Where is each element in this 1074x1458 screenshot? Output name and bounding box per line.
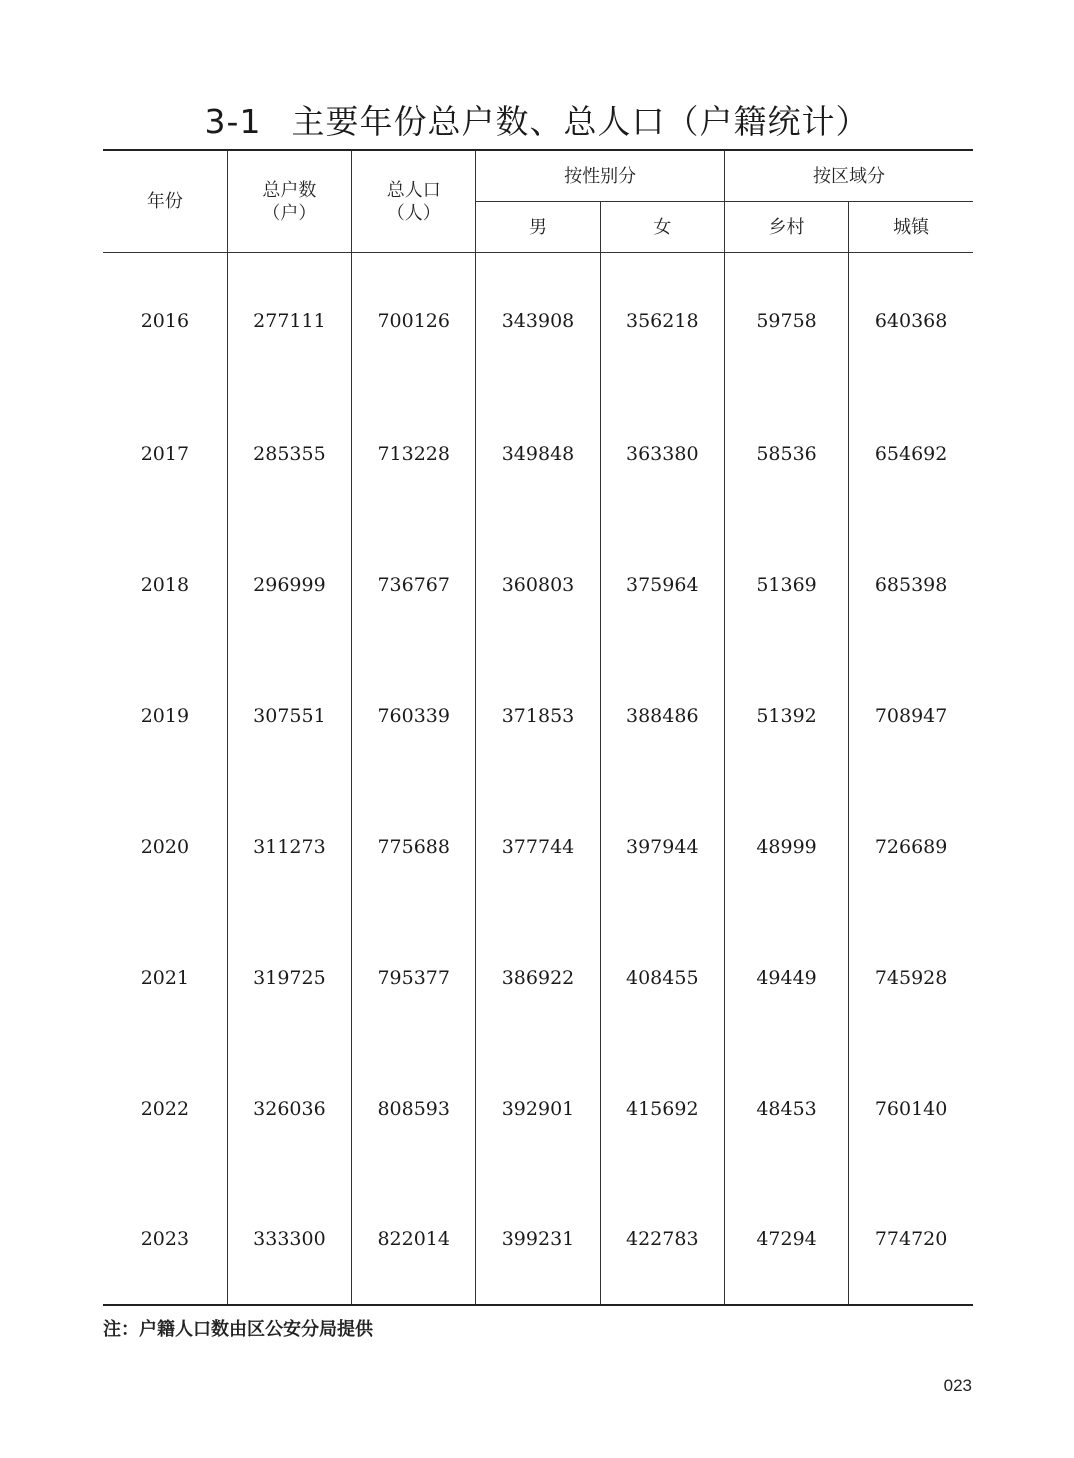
cell-year: 2019 [140, 704, 190, 727]
table-title-text: 主要年份总户数、总人口（户籍统计） [291, 102, 870, 141]
header-male: 男 [476, 202, 600, 253]
cell-rural: 51369 [724, 519, 848, 650]
cell-year: 2017 [140, 442, 190, 465]
cell-urban: 685398 [849, 519, 973, 650]
cell-households: 296999 [227, 519, 351, 650]
cell-population: 808593 [352, 1043, 476, 1174]
cell-female: 388486 [600, 650, 724, 781]
cell-female: 422783 [600, 1174, 724, 1305]
header-population-label: 总人口 [386, 179, 441, 201]
cell-population: 713228 [352, 388, 476, 519]
cell-year: 2021 [140, 966, 190, 989]
cell-urban: 654692 [849, 388, 973, 519]
cell-rural: 47294 [724, 1174, 848, 1305]
population-table [103, 149, 973, 1306]
cell-rural: 59758 [724, 253, 848, 389]
cell-population: 700126 [352, 253, 476, 389]
table-row [103, 1174, 973, 1305]
cell-households: 319725 [227, 912, 351, 1043]
cell-population: 736767 [352, 519, 476, 650]
cell-male: 399231 [476, 1174, 600, 1305]
header-year: 年份 [146, 191, 183, 212]
cell-urban: 745928 [849, 912, 973, 1043]
cell-population: 795377 [352, 912, 476, 1043]
cell-male: 360803 [476, 519, 600, 650]
cell-rural: 51392 [724, 650, 848, 781]
cell-households: 333300 [227, 1174, 351, 1305]
cell-female: 363380 [600, 388, 724, 519]
cell-urban: 774720 [849, 1174, 973, 1305]
table-row [103, 650, 973, 781]
cell-male: 386922 [476, 912, 600, 1043]
cell-year: 2020 [140, 835, 190, 858]
table-row [103, 519, 973, 650]
cell-rural: 48453 [724, 1043, 848, 1174]
cell-population: 822014 [352, 1174, 476, 1305]
cell-female: 375964 [600, 519, 724, 650]
cell-urban: 726689 [849, 781, 973, 912]
table-row [103, 388, 973, 519]
cell-year: 2018 [140, 573, 190, 596]
cell-female: 356218 [600, 253, 724, 389]
page-number: 023 [943, 1376, 972, 1395]
table-row [103, 781, 973, 912]
cell-male: 371853 [476, 650, 600, 781]
table-row [103, 1043, 973, 1174]
cell-male: 392901 [476, 1043, 600, 1174]
header-female: 女 [600, 202, 724, 253]
cell-urban: 640368 [849, 253, 973, 389]
header-population-unit: （人） [386, 202, 441, 224]
cell-female: 415692 [600, 1043, 724, 1174]
cell-households: 326036 [227, 1043, 351, 1174]
header-rural: 乡村 [724, 202, 848, 253]
header-households-unit: （户） [262, 202, 317, 224]
cell-households: 277111 [227, 253, 351, 389]
table-row [103, 253, 973, 389]
cell-rural: 48999 [724, 781, 848, 912]
header-by-region: 按区域分 [724, 150, 973, 202]
cell-urban: 760140 [849, 1043, 973, 1174]
table-row [103, 912, 973, 1043]
cell-female: 408455 [600, 912, 724, 1043]
header-by-gender: 按性别分 [476, 150, 725, 202]
cell-male: 343908 [476, 253, 600, 389]
cell-male: 377744 [476, 781, 600, 912]
cell-male: 349848 [476, 388, 600, 519]
cell-rural: 58536 [724, 388, 848, 519]
table-body [103, 253, 973, 1306]
footnote: 注：户籍人口数由区公安分局提供 [103, 1319, 373, 1340]
cell-population: 760339 [352, 650, 476, 781]
cell-households: 285355 [227, 388, 351, 519]
cell-urban: 708947 [849, 650, 973, 781]
cell-rural: 49449 [724, 912, 848, 1043]
table-title [0, 96, 1074, 143]
cell-year: 2023 [140, 1228, 190, 1250]
header-urban: 城镇 [849, 202, 973, 253]
cell-female: 397944 [600, 781, 724, 912]
cell-year: 2016 [140, 309, 190, 332]
cell-households: 311273 [227, 781, 351, 912]
table-number: 3-1 [204, 102, 262, 141]
cell-population: 775688 [352, 781, 476, 912]
cell-year: 2022 [140, 1097, 190, 1120]
header-households-label: 总户数 [262, 179, 317, 201]
header-households [227, 150, 351, 253]
header-population [352, 150, 476, 253]
cell-households: 307551 [227, 650, 351, 781]
